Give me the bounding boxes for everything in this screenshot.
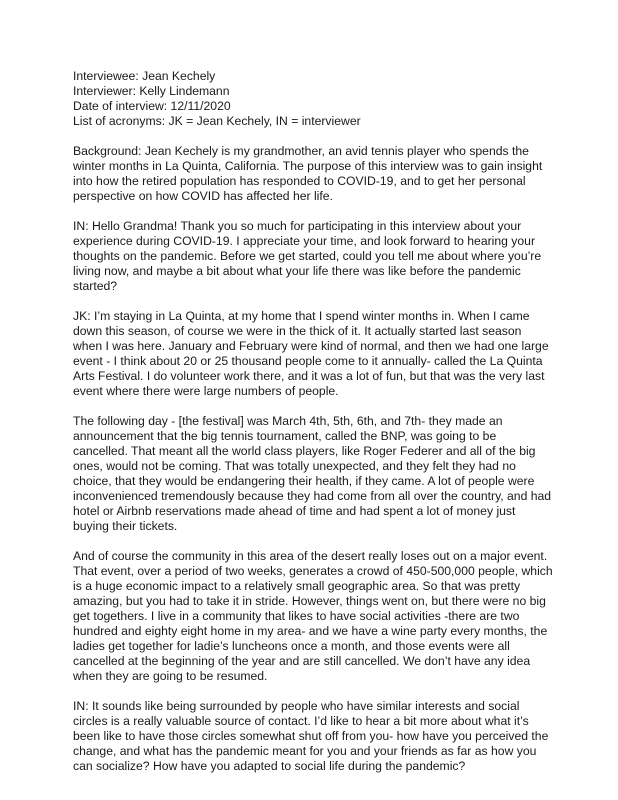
interviewer-question-2: IN: It sounds like being surrounded by people who have similar interests and social circles is a really valuable source of contact. I’d like to hear a bit more about what it’s been like to have those circles somewhat shut off from you- how have you perceived the change, and what has the pandemic meant for you and your friends as far as how you can socialize? How have you adapted to social life during the pandemic? [73,699,549,773]
interviewer-line: Interviewer: Kelly Lindemann [73,84,230,98]
interviewer-question-1: IN: Hello Grandma! Thank you so much for participating in this interview about your experience during COVID-19. I appreciate your time, and look forward to hearing your thoughts on the pandemic. Before we get started, could you tell me about where you’re living now, and maybe a bit about what your life there was like before the pandemic started? [73,219,542,293]
header-block [73,69,553,129]
interview-date-line: Date of interview: 12/11/2020 [73,99,231,113]
interviewee-answer-1: JK: I’m staying in La Quinta, at my home that I spend winter months in. When I came down this season, of course we were in the thick of it. It actually started last season when I was here. January and February were kind of normal, and then we had one large event - I think about 20 or 25 thousand people come to it annually- called the La Quinta Arts Festival. I do volunteer work there, and it was a lot of fun, but that was the very last event where there were large numbers of people. [73,309,549,398]
interviewee-answer-1-cont-a: The following day - [the festival] was March 4th, 5th, 6th, and 7th- they made an announcement that the big tennis tournament, called the BNP, was going to be cancelled. That meant all the world class players, like Roger Federer and all of the big ones, would not be coming. That was totally unexpected, and they felt they had no choice, that they would be endangering their health, if they came. A lot of people were inconvenienced tremendously because they had come from all over the country, and had hotel or Airbnb reservations made ahead of time and had spent a lot of money just buying their tickets. [73,414,552,533]
interviewee-answer-1-cont-b: And of course the community in this area of the desert really loses out on a major event. That event, over a period of two weeks, generates a crowd of 450-500,000 people, which is a huge economic impact to a relatively small geographic area. So that was pretty amazing, but you had to take it in stride. However, things went on, but there were no big get togethers. I live in a community that likes to have social activities -there are two hundred and eighty eight home in my area- and we have a wine party every months, the ladies get together for ladie’s luncheons once a month, and those events were all cancelled at the beginning of the year and are still cancelled. We don’t have any idea when they are going to be resumed. [73,549,553,683]
transcript-page [73,69,553,774]
acronyms-line: List of acronyms: JK = Jean Kechely, IN = interviewer [73,114,361,128]
background-paragraph: Background: Jean Kechely is my grandmother, an avid tennis player who spends the winter months in La Quinta, California. The purpose of this interview was to gain insight into how the retired population has responded to COVID-19, and to get her personal perspective on how COVID has affected her life. [73,144,543,203]
interviewee-line: Interviewee: Jean Kechely [73,69,216,83]
